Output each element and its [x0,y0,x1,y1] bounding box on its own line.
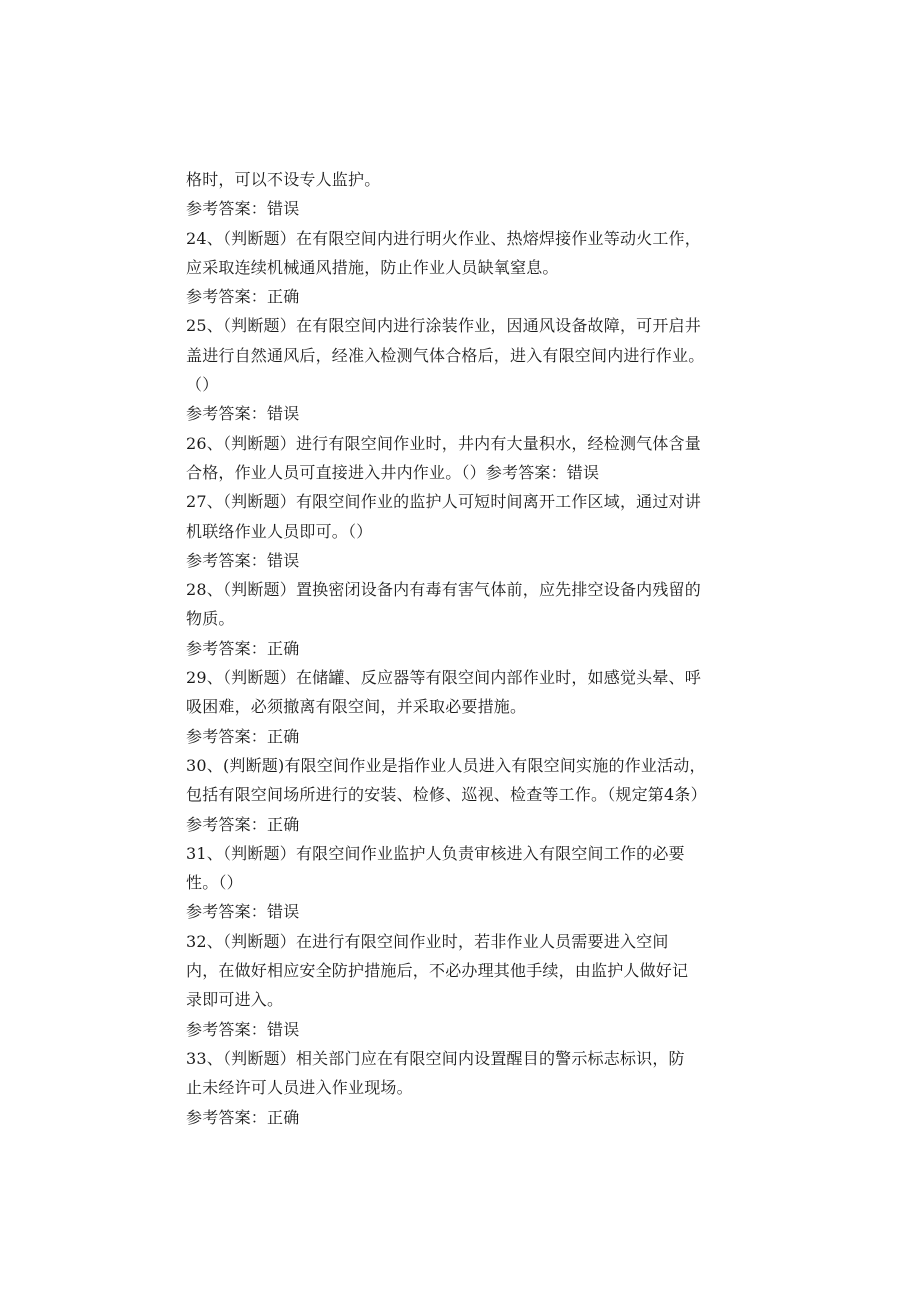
text-line: 参考答案：正确 [186,814,300,834]
text-line: 内，在做好相应安全防护措施后，不必办理其他手续，由监护人做好记 [186,961,689,981]
text-line: 33、（判断题）相关部门应在有限空间内设置醒目的警示标志标识，防 [186,1048,685,1068]
text-line: 参考答案：错误 [186,1019,300,1039]
text-line: 合格，作业人员可直接进入井内作业。（）参考答案：错误 [186,462,600,482]
text-line: 参考答案：错误 [186,404,300,424]
text-line: 机联络作业人员即可。（） [186,521,373,541]
text-line: 吸困难，必须撤离有限空间，并采取必要措施。 [186,697,527,717]
text-line: 参考答案：正确 [186,638,300,658]
text-line: 参考答案：错误 [186,902,300,922]
text-line: 25、（判断题）在有限空间内进行涂装作业，因通风设备故障，可开启井 [186,316,701,336]
text-line: 参考答案：正确 [186,726,300,746]
text-line: 28、（判断题）置换密闭设备内有毒有害气体前，应先排空设备内残留的 [186,580,701,600]
text-line: 参考答案：错误 [186,550,300,570]
text-line: （） [186,375,219,395]
text-line: 29、（判断题）在储罐、反应器等有限空间内部作业时，如感觉头晕、呼 [186,668,701,688]
text-line: 27、（判断题）有限空间作业的监护人可短时间离开工作区域，通过对讲 [186,492,701,512]
text-line: 参考答案：正确 [186,287,300,307]
text-line: 参考答案：正确 [186,1107,300,1127]
text-line: 32、（判断题）在进行有限空间作业时，若非作业人员需要进入空间 [186,931,669,951]
text-line: 性。（） [186,873,243,893]
text-line: 参考答案：错误 [186,199,300,219]
text-line: 止未经许可人员进入作业现场。 [186,1078,413,1098]
text-line: 31、（判断题）有限空间作业监护人负责审核进入有限空间工作的必要 [186,843,685,863]
document-page [186,165,746,1132]
text-line: 26、（判断题）进行有限空间作业时，井内有大量积水，经检测气体含量 [186,433,701,453]
text-line: 包括有限空间场所进行的安装、检修、巡视、检查等工作。（规定第4条） [186,785,707,805]
text-line: 物质。 [186,609,235,629]
text-line: 格时，可以不设专人监护。 [186,170,381,189]
text-line: 24、（判断题）在有限空间内进行明火作业、热熔焊接作业等动火工作， [186,228,701,248]
text-line: 录即可进入。 [186,990,284,1010]
text-line: 应采取连续机械通风措施，防止作业人员缺氧窒息。 [186,257,559,277]
text-line: 盖进行自然通风后，经准入检测气体合格后，进入有限空间内进行作业。 [186,345,705,365]
text-line: 30、(判断题)有限空间作业是指作业人员进入有限空间实施的作业活动， [186,755,706,775]
